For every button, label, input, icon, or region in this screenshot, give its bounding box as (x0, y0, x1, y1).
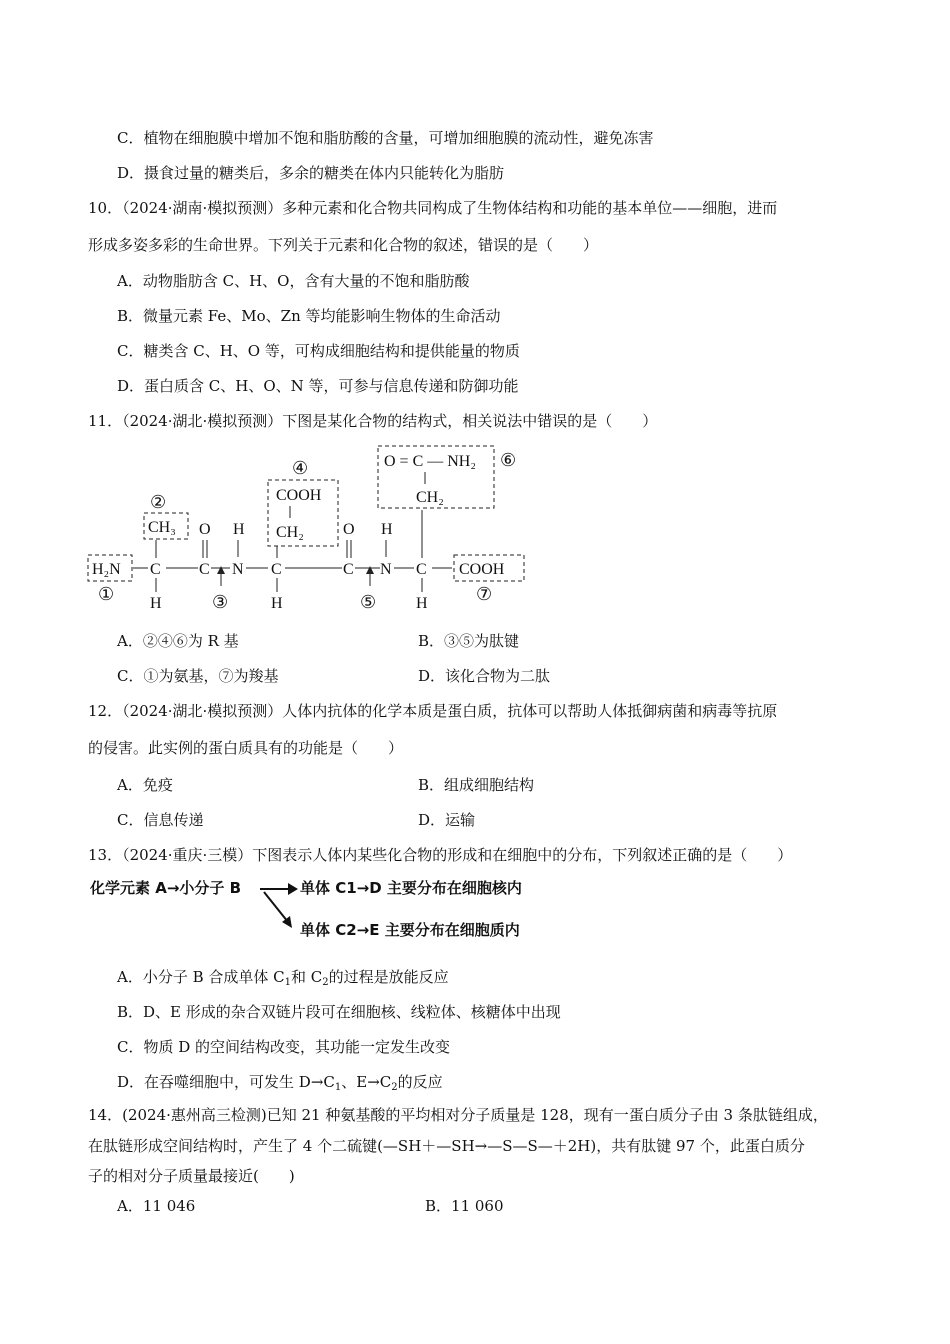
q12-option-d: D．运输 (418, 811, 476, 829)
q11-option-c: C．①为氨基，⑦为羧基 (117, 667, 279, 685)
q13-option-a-text1: A．小分子 B 合成单体 C (117, 968, 285, 986)
q14-stem-line2: 在肽链形成空间结构时，产生了 4 个二硫键(—SH＋—SH→—S—S—＋2H)，共有肽键 97 个，此蛋白质分 (88, 1137, 805, 1155)
peptide-structure-figure (80, 440, 540, 616)
carbonyl-oxygen-2: O (343, 521, 355, 538)
cooh-label-r: COOH (276, 487, 322, 504)
flow-bottom-text: 单体 C2→E 主要分布在细胞质内 (300, 921, 520, 939)
q14-stem-line1: 14．(2024·惠州高三检测)已知 21 种氨基酸的平均相对分子质量是 128，现有一蛋白质分子由 3 条肽链组成， (88, 1106, 828, 1124)
amide-nitrogen-1: N (232, 561, 244, 578)
branch-arrows (250, 878, 300, 934)
carbonyl-carbon-1: C (199, 561, 210, 578)
subscript: 2 (391, 1082, 398, 1093)
q13-option-d-text2: 、E→C (341, 1073, 392, 1091)
q9-option-d: D．摄食过量的糖类后，多余的糖类在体内只能转化为脂肪 (117, 164, 505, 182)
q10-option-b: B．微量元素 Fe、Mo、Zn 等均能影响生物体的生命活动 (117, 307, 501, 325)
q10-stem-line2: 形成多姿多彩的生命世界。下列关于元素和化合物的叙述，错误的是（ ） (88, 236, 599, 254)
flow-top-text: 单体 C1→D 主要分布在细胞核内 (300, 879, 522, 897)
q14-option-a: A．11 046 (117, 1197, 196, 1215)
alpha-carbon-3: C (416, 561, 427, 578)
q12-stem-line2: 的侵害。此实例的蛋白质具有的功能是（ ） (88, 739, 404, 757)
subscript: 1 (334, 1082, 342, 1093)
q10-option-c: C．糖类含 C、H、O 等，可构成细胞结构和提供能量的物质 (117, 342, 520, 360)
q10-stem-line1: 10．（2024·湖南·模拟预测）多种元素和化合物共同构成了生物体结构和功能的基本单位——细胞，进而 (88, 199, 778, 217)
q13-option-c: C．物质 D 的空间结构改变，其功能一定发生改变 (117, 1038, 451, 1056)
alpha-carbon-1: C (150, 561, 161, 578)
q13-option-a-text3: 的过程是放能反应 (328, 968, 449, 986)
q10-option-d: D．蛋白质含 C、H、O、N 等，可参与信息传递和防御功能 (117, 377, 519, 395)
q13-option-d-text1: D．在吞噬细胞中，可发生 D→C (117, 1073, 335, 1091)
q11-option-a: A．②④⑥为 R 基 (117, 632, 239, 650)
q11-stem: 11．（2024·湖北·模拟预测）下图是某化合物的结构式，相关说法中错误的是（ ） (88, 412, 658, 430)
subscript: 1 (284, 977, 292, 988)
flow-left-text: 化学元素 A→小分子 B (90, 879, 242, 897)
q14-option-b: B．11 060 (425, 1197, 504, 1215)
h-label: H (271, 595, 283, 612)
q13-option-a-text2: 和 C (291, 968, 323, 986)
q13-stem: 13．（2024·重庆·三模）下图表示人体内某些化合物的形成和在细胞中的分布，下列叙述正确的是（ ） (88, 846, 793, 864)
q11-option-d: D．该化合物为二肽 (418, 667, 551, 685)
label-2: ② (150, 492, 167, 512)
ch3-label: CH₃ (148, 519, 176, 536)
carbonyl-oxygen-1: O (199, 521, 211, 538)
q13-option-d (117, 1072, 443, 1098)
label-6: ⑥ (500, 450, 517, 470)
ch2-label-r2: CH₂ (416, 489, 444, 506)
q14-stem-line3: 子的相对分子质量最接近( ) (88, 1167, 295, 1185)
label-5: ⑤ (360, 592, 377, 612)
q12-option-c: C．信息传递 (117, 811, 204, 829)
q13-option-d-text3: 的反应 (397, 1073, 443, 1091)
amide-group-label: O = C — NH₂ (384, 453, 476, 470)
q9-option-c: C．植物在细胞膜中增加不饱和脂肪酸的含量，可增加细胞膜的流动性，避免冻害 (117, 129, 654, 147)
q12-option-a: A．免疫 (117, 776, 173, 794)
amide-hydrogen-2: H (381, 521, 393, 538)
q13-option-b: B．D、E 形成的杂合双链片段可在细胞核、线粒体、核糖体中出现 (117, 1003, 561, 1021)
amide-hydrogen-1: H (233, 521, 245, 538)
cooh-label: COOH (459, 561, 505, 578)
label-3: ③ (212, 592, 229, 612)
q13-option-a (117, 967, 449, 993)
q10-option-a: A．动物脂肪含 C、H、O，含有大量的不饱和脂肪酸 (117, 272, 470, 290)
subscript: 2 (322, 977, 329, 988)
carbonyl-carbon-2: C (343, 561, 354, 578)
q11-option-b: B．③⑤为肽键 (418, 632, 520, 650)
ch2-label-r: CH₂ (276, 524, 304, 541)
label-4: ④ (292, 458, 309, 478)
h-label: H (416, 595, 428, 612)
amide-nitrogen-2: N (380, 561, 392, 578)
q12-option-b: B．组成细胞结构 (418, 776, 535, 794)
h-label: H (150, 595, 162, 612)
alpha-carbon-2: C (271, 561, 282, 578)
q12-stem-line1: 12．（2024·湖北·模拟预测）人体内抗体的化学本质是蛋白质，抗体可以帮助人体抵御病菌和病毒等抗原 (88, 702, 778, 720)
label-7: ⑦ (476, 584, 493, 604)
label-1: ① (98, 584, 115, 604)
h2n-label: H₂N (92, 561, 121, 578)
